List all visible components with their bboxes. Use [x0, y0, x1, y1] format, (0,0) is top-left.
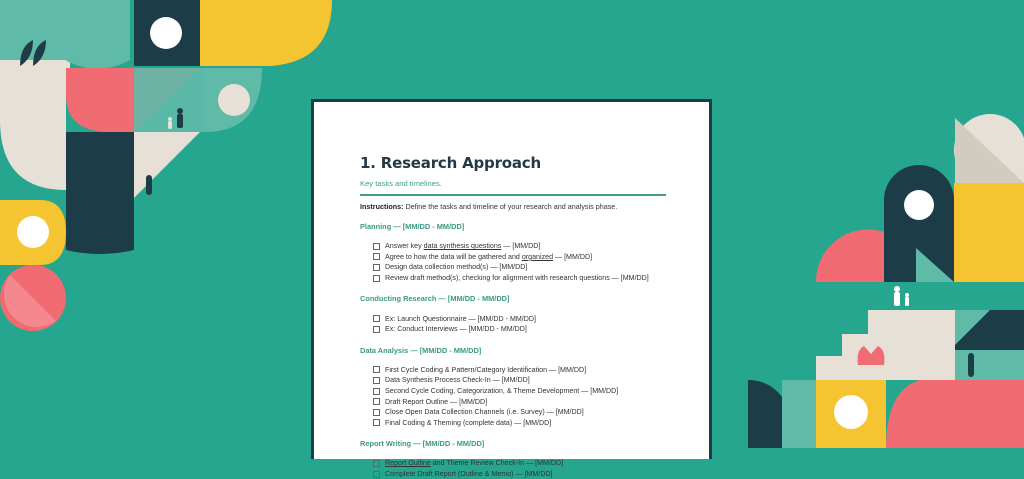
task-list — [360, 365, 663, 429]
task-item — [373, 418, 663, 429]
task-label — [385, 470, 553, 478]
section-heading: Conducting Research — [MM/DD - MM/DD] — [360, 294, 510, 304]
task-label — [385, 398, 487, 406]
task-label-part: Ex: Conduct Interviews — [MM/DD - MM/DD] — [385, 325, 527, 334]
page-title: 1. Research Approach — [360, 154, 541, 172]
task-label-part: First Cycle Coding & Pattern/Category Identification — [MM/DD] — [385, 365, 587, 374]
task-label — [385, 274, 649, 282]
task-label — [385, 376, 530, 384]
task-item — [373, 273, 663, 284]
task-checkbox[interactable] — [373, 471, 380, 478]
task-checkbox[interactable] — [373, 398, 380, 405]
task-label-part: Close Open Data Collection Channels (i.e. Survey) — [MM/DD] — [385, 408, 584, 417]
task-label-part: Review draft method(s), checking for alignment with research questions — [MM/DD] — [385, 274, 649, 283]
person-icon — [894, 286, 909, 306]
task-sections — [360, 222, 663, 479]
task-label-part: — [MM/DD] — [553, 252, 593, 261]
section-heading: Data Analysis — [MM/DD - MM/DD] — [360, 345, 482, 355]
task-list — [360, 458, 663, 479]
section-heading: Planning — [MM/DD - MM/DD] — [360, 222, 465, 231]
task-checkbox[interactable] — [373, 460, 380, 467]
task-item — [373, 396, 663, 407]
task-item — [373, 375, 663, 386]
task-checkbox[interactable] — [373, 315, 380, 322]
task-label-part: — [MM/DD] — [501, 242, 541, 251]
task-label — [385, 242, 540, 250]
task-label — [385, 408, 584, 416]
task-checkbox[interactable] — [373, 275, 380, 282]
instructions-label: Instructions: — [360, 202, 404, 211]
task-label-part: Draft Report Outline — [MM/DD] — [385, 397, 488, 406]
task-item — [373, 458, 663, 469]
task-item — [373, 262, 663, 273]
task-item — [373, 252, 663, 263]
task-checkbox[interactable] — [373, 366, 380, 373]
task-label-part: Second Cycle Coding, Categorization, & Theme Development — [MM/DD] — [385, 387, 619, 396]
task-checkbox[interactable] — [373, 419, 380, 426]
task-label — [385, 325, 527, 333]
task-item — [373, 469, 663, 479]
task-label-underlined: data synthesis questions — [423, 242, 502, 251]
task-checkbox[interactable] — [373, 326, 380, 333]
task-item — [373, 324, 663, 335]
instructions-text: Define the tasks and timeline of your research and analysis phase. — [403, 202, 618, 211]
task-label-underlined: organized — [521, 252, 554, 261]
task-item — [373, 241, 663, 252]
task-list — [360, 241, 663, 283]
task-label-part: Design data collection method(s) — [MM/DD] — [385, 263, 528, 272]
task-label — [385, 419, 551, 427]
task-list — [360, 313, 663, 334]
task-item — [373, 386, 663, 397]
task-label-part: Complete Draft Report (Outline & Memo) — [MM/DD] — [385, 470, 553, 479]
task-label — [385, 263, 527, 271]
task-label — [385, 366, 586, 374]
task-label — [385, 459, 563, 467]
task-checkbox[interactable] — [373, 409, 380, 416]
task-label-part: Data Synthesis Process Check-In — [MM/DD] — [385, 376, 530, 385]
task-label — [385, 315, 536, 323]
document-page — [311, 99, 712, 479]
title-divider — [360, 194, 666, 196]
task-item — [373, 313, 663, 324]
task-checkbox[interactable] — [373, 388, 380, 395]
section-heading: Report Writing — [MM/DD - MM/DD] — [360, 439, 485, 449]
task-label-part: Final Coding & Theming (complete data) — [MM/DD] — [385, 418, 552, 427]
task-label — [385, 387, 618, 395]
task-label-part: and Theme Review Check-In — [MM/DD] — [430, 459, 564, 468]
task-checkbox[interactable] — [373, 377, 380, 384]
task-label-part: Answer key — [385, 242, 424, 251]
task-label-part: Agree to how the data will be gathered and — [385, 252, 522, 261]
instructions — [360, 202, 663, 211]
task-checkbox[interactable] — [373, 264, 380, 271]
task-label-underlined: Report Outline — [385, 459, 431, 468]
task-checkbox[interactable] — [373, 253, 380, 260]
task-item — [373, 407, 663, 418]
page-subtitle: Key tasks and timelines. — [360, 179, 442, 188]
task-item — [373, 365, 663, 376]
task-label-part: Ex: Launch Questionnaire — [MM/DD - MM/DD] — [385, 314, 536, 323]
task-checkbox[interactable] — [373, 243, 380, 250]
task-label — [385, 253, 592, 261]
